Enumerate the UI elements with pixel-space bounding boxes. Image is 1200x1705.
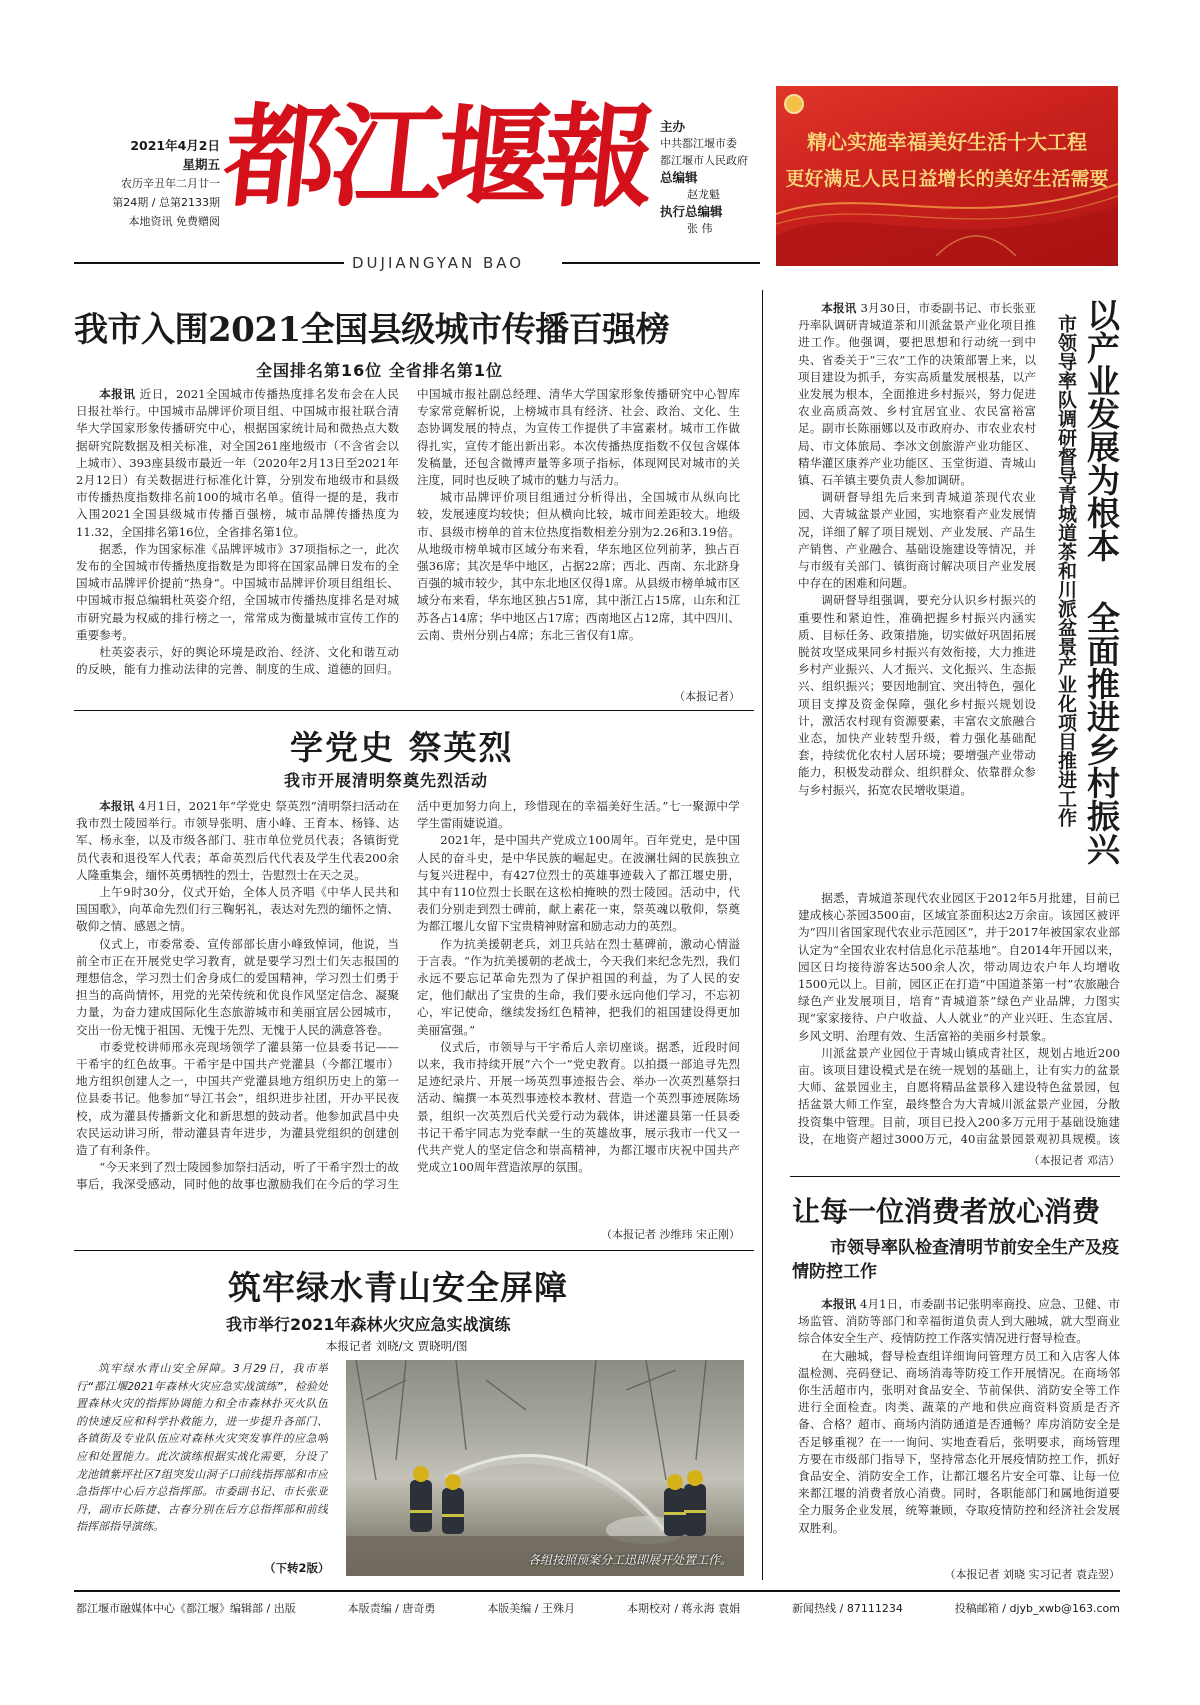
issue-number: 第24期 / 总第2133期 [112, 196, 220, 209]
article4-para: 川派盆景产业园位于青城山镇成青社区，规划占地近200亩。该项目建设模式是在统一规划的基础上，让有实力的盆景大师、盆景园业主，自愿将精品盆景移入建设特色盆景园，包括盆景大师工作室，最终整合为大青城川派盆景产业园，分散投资集中管理。目前，项目已投入200多万元用于基础设施建设，在地资产超过3000万元，40亩盆景园景观初具规模。该 [798, 1045, 1120, 1146]
article1-lead: 本报讯 [99, 387, 136, 401]
fire-drill-scene [346, 1360, 744, 1576]
article2-para: 本报讯 4月1日，2021年“学党史 祭英烈”清明祭扫活动在我市烈士陵园举行。市领导张明、唐小峰、王育本、杨锋、达军、杨永奎，以及市级各部门、驻市单位党员代表；各镇街党员代表和退役军人代表；革命英烈后代代表及学生代表200余人隆重集会，缅怀英勇牺牲的烈士，告慰烈士在天之灵。 [76, 799, 399, 882]
exec-editor-label: 执行总编辑 [660, 204, 723, 219]
article5-lead: 本报讯 [821, 1297, 857, 1311]
article2-lead: 本报讯 [99, 799, 135, 813]
host-label: 主办 [660, 119, 686, 134]
article2-subtitle: 我市开展清明祭奠先烈活动 [284, 771, 489, 790]
editor-name: 赵龙魁 [687, 188, 720, 201]
banner-slogan-1: 精心实施幸福美好生活十大工程 [807, 130, 1087, 154]
host-party: 中共都江堰市委 [660, 137, 737, 150]
newspaper-title: 都江堰報 [218, 92, 656, 223]
article2-para: 上午9时30分，仪式开始，全体人员齐唱《中华人民共和国国歌》，向革命先烈们行三鞠躬礼，表达对先烈的缅怀之情、敬仰之情、感恩之情。 [76, 885, 399, 934]
article3-body [76, 1360, 328, 1574]
article3-subtitle: 我市举行2021年森林火灾应急实战演练 [226, 1315, 511, 1334]
article5-byline: （本报记者 刘晓 实习记者 袁垚翌） [944, 1568, 1120, 1581]
article3-para: 筑牢绿水青山安全屏障。3月29日，我市举行“都江堰2021年森林火灾应急实战演练”，检验处置森林火灾的指挥协调能力和全市森林扑灭火队伍的快速反应和科学扑救能力，进一步提升各部门、各镇街及专业队伍应对森林火灾突发事件的应急响应和处置能力。此次演练根据实战化需要，分设了龙池镇紫坪社区7组突发山洞子口前线指挥部和市应急指挥中心后方总指挥部。市委副书记、市长张亚丹，副市长陈捷、古春分别在后方总指挥部和前线指挥部指导演练。 [76, 1362, 328, 1534]
divider [790, 1176, 1120, 1177]
footer-bar [76, 1600, 1120, 1616]
article4-title [1080, 298, 1120, 898]
article3-credit: 本报记者 刘晓/文 贾晓明/图 [326, 1339, 468, 1353]
party-emblem-icon [784, 94, 804, 114]
footer-rule [74, 1590, 1120, 1592]
article1-para: 城市品牌评价项目组通过分析得出，全国城市从纵向比较，发展速度均较快；但从横向比较，城市间差距较大。地级市、县级市榜单的首末位热度指数相差分别为2.26和3.19倍。从地级市榜单城市区域分布来看，华东地区位列前茅，独占百强36席；其次是华中地区，占据22席；西北、西南、东北跻身百强的城市较少，其中东北地区仅得1席。从县级市榜单城市区域分布来看，华东地区独占51席，其中浙江占15席，山东和江苏各占14席；华中地区占17席；西南地区占12席，其中四川、云南、贵州分别占4席；东北三省仅有1席。 [417, 490, 740, 642]
article2-para: 作为抗美援朝老兵，刘卫兵站在烈士墓碑前，激动心情溢于言表。“作为抗美援朝的老战士，今天我们来纪念先烈，我们永远不要忘记革命先烈为了保护祖国的利益，为了人民的安定，他们献出了宝贵的生命，我们要永远向他们学习，不忘初心，牢记使命，继续发扬红色精神，把我们的祖国建设得更加美丽富强。” [417, 936, 740, 1037]
article3-title: 筑牢绿水青山安全屏障 [228, 1268, 568, 1307]
article4-subtitle-text: 市领导率队调研督导青城道茶和川派盆景产业化项目推进工作 [1055, 314, 1077, 827]
article1-para: 据悉，作为国家标准《品牌评城市》37项指标之一，此次发布的全国城市传播热度指数是为即将在国家品牌日发布的全国城市品牌评价提前“热身”。中国城市品牌评价项目组组长、中国城市报总编辑杜英姿介绍，全国城市传播热度排名是对城市研究最为权威的排行榜之一，常常成为衡量城市宣传工作的重要参考。 [76, 541, 399, 642]
masthead-banner [776, 86, 1118, 266]
issue-date: 2021年4月2日 [130, 138, 220, 153]
article4-para: 据悉，青城道茶现代农业园区于2012年5月批建，目前已建成核心茶园3500亩，区域宜茶面积达2万余亩。该园区被评为“四川省国家现代农业示范园区”，并于2017年被国家农业部认定为“全国农业农村信息化示范基地”。自2014年开园以来，园区日均接待游客达500余人次，带动周边农户年人均增收1500元以上。目前，园区正在打造“中国道茶第一村”农旅融合绿色产业发展项目，培育“青城道茶”绿色产业品牌，力图实现“家家接待、户户收益、人人就业”的产业兴旺、生态宜居、乡风文明、治理有效、生活富裕的美丽乡村景象。 [798, 891, 1120, 1043]
exec-editor-name: 张 伟 [687, 222, 713, 235]
editor-label: 总编辑 [660, 170, 698, 185]
article1-body [76, 386, 740, 682]
newspaper-pinyin: DUJIANGYAN BAO [352, 254, 525, 272]
article1-title: 我市入围2021全国县级城市传播百强榜 [74, 310, 670, 350]
article1-byline: （本报记者） [674, 690, 740, 703]
masthead-info [660, 118, 760, 237]
article2-body [76, 798, 740, 1226]
footer-publisher: 都江堰市融媒体中心《都江堰》编辑部 / 出版 [76, 1602, 296, 1615]
article5-title: 让每一位消费者放心消费 [792, 1195, 1101, 1228]
footer-email[interactable]: 投稿邮箱 / djyb_xwb@163.com [954, 1602, 1120, 1615]
article4-byline: （本报记者 邓洁） [1028, 1154, 1120, 1167]
article1-subtitle: 全国排名第16位 全省排名第1位 [256, 361, 503, 380]
fire-drill-photo [346, 1360, 744, 1576]
free-notice: 本地资讯 免费赠阅 [128, 215, 220, 228]
article4-title-text: 以产业发展为根本 全面推进乡村振兴 [1082, 298, 1121, 865]
article5-para: 在大融城，督导检查组详细询问管理方员工和入店客人体温检测、亮码登记、商场消毒等防疫工作开展情况。在商场邻你生活超市内，张明对食品安全、节前保供、消防安全等工作进行全面检查。肉类、蔬菜的产地和供应商资料资质是否齐备、合格？超市、商场内消防通道是否通畅？库房消防安全是否足够重视？在一一询问、实地查看后，张明要求，商场管理方要在市级部门指导下，坚持常态化开展疫情防控工作，抓好食品安全、消防安全工作，让都江堰名片安全可靠、让每一位来都江堰的消费者放心消费。同时，各职能部门和属地街道要全力服务企业发展，统筹兼顾，夺取疫情防控和经济社会发展双胜利。 [798, 1348, 1120, 1535]
masthead-rule-left [74, 262, 344, 264]
article1-para: 本报讯 近日，2021全国城市传播热度排名发布会在人民日报社举行。中国城市品牌评价项目组、中国城市报社联合清华大学国家形象传播研究中心，根据国家统计局和微热点大数据研究院数据及相关标准，对全国261座地级市（不含省会以上城市）、393座县级市最近一年（2020年2月13日至2021年2月12日）有关数据进行标准化计算，分别发布地级市和县级市传播热度指数排名前100的城市名单。值得一提的是，我市入围2021全国县级城市传播百强榜，城市品牌传播热度为11.32，全国排名第16位，全省排名第1位。 [76, 387, 399, 539]
article4-para: 调研督导组强调，要充分认识乡村振兴的重要性和紧迫性，准确把握乡村振兴内涵实质、目标任务、政策措施，切实做好巩固拓展脱贫攻坚成果同乡村振兴有效衔接，大力推进乡村产业振兴、人才振兴、文化振兴、生态振兴、组织振兴；要因地制宜、突出特色，强化项目支撑及资金保障，强化乡村振兴规划设计，激活农村现有资源要素，丰富农文旅融合业态，加快产业转型升级，着力强化基础配套，持续优化农村人居环境；要增强产业带动能力，积极发动群众、组织群众、依靠群众参与乡村振兴，拓宽农民增收渠道。 [798, 593, 1036, 797]
divider [74, 1250, 754, 1251]
banner-slogan-2: 更好满足人民日益增长的美好生活需要 [785, 168, 1109, 190]
article2-byline: （本报记者 沙维玮 宋正刚） [601, 1228, 740, 1241]
article2-para: 市委党校讲师邢永亮现场领学了灌县第一位县委书记——干希宇的红色故事。干希宇是中国共产党灌县（今都江堰市）地方组织创建人之一，中国共产党灌县地方组织历史上的第一位县委书记。他参加“导江书会”，组织进步社团，开办平民夜校，成为灌县传播新文化和新思想的鼓动者。他参加武昌中央农民运动讲习所，带动灌县青年进步，为灌县党组织的创建创造了有利条件。 [76, 1039, 399, 1158]
masthead-dateblock [108, 136, 220, 231]
article5-para: 本报讯 4月1日，市委副书记张明率商投、应急、卫健、市场监管、消防等部门和幸福街道负责人到大融城，就大型商业综合体安全生产、疫情防控工作落实情况进行督导检查。 [798, 1297, 1120, 1346]
host-government: 都江堰市人民政府 [660, 154, 748, 167]
footer-designer: 本版美编 / 王殊月 [487, 1602, 576, 1615]
photo-caption: 各组按照预案分工迅即展开处置工作。 [527, 1553, 732, 1567]
article2-para: 仪式后，市领导与干宇希后人亲切座谈。据悉，近段时间以来，我市持续开展“六个一”党史教育。以拍摄一部追寻先烈足迹纪录片、开展一场英烈事迹报告会、举办一次英烈墓祭扫活动、编撰一本英烈事迹校本教材、营造一个英烈事迹展陈场景，组织一次英烈后代关爱行动为载体，讲述灌县第一任县委书记干希宇同志为党奉献一生的英雄故事，展示我市一代又一代共产党人的坚定信念和崇高精神，为都江堰市庆祝中国共产党成立100周年营造浓厚的氛围。 [417, 1039, 740, 1175]
article1-para: 杜英姿表示，好的舆论环境是政治、经济、文化和谐互动的反映，能有力推动法律的完善、制度的生成、道德的回归。中国城市报社副总经理、清华大学国家形象传播研究中心智库专家常竞解析说，上榜城市具有经济、社会、政治、文化、生态协调发展的特点，为宣传工作提供了丰富素材。城市工作做得扎实，宣传才能出新出彩。本次传播热度指数不仅包含媒体发稿量，还包含微博声量等多项子指标，体现网民对城市的关注度，同时也反映了城市的魅力与活力。 [76, 387, 740, 677]
article4-para: 调研督导组先后来到青城道茶现代农业园、大青城盆景产业园，实地察看产业发展情况，详细了解了项目规划、产业发展、产品生产销售、产业融合、基础设施建设等情况，并与市级有关部门、镇街商讨解决项目产业发展中存在的困难和问题。 [798, 490, 1036, 591]
article4-para: 本报讯 3月30日，市委副书记、市长张亚丹率队调研青城道茶和川派盆景产业化项目推进工作。他强调，要把思想和行动统一到中央、省委关于“三农”工作的决策部署上来，以项目建设为抓手，夯实高质量发展根基，以产业发展为根本，全面推进乡村振兴，努力促进农业高质高效、乡村宜居宜业、农民富裕富足。副市长陈丽娜以及市政府办、市农业农村局、市文体旅局、李冰文创旅游产业功能区、精华灌区康养产业功能区、玉堂街道、青城山镇、石羊镇主要负责人参加调研。 [798, 301, 1036, 488]
footer-proofreader: 本期校对 / 蒋永海 袁娟 [626, 1602, 741, 1615]
article2-para: “今天来到了烈士陵园参加祭扫活动，听了干希宇烈士的故事后，我深受感动，同时他的故事也激励我们在今后的学习生活中更加努力向上，珍惜现在的幸福美好生活。”七一聚源中学学生雷雨婕说道。 [76, 799, 740, 1192]
article4-body-top [798, 300, 1036, 886]
weekday: 星期五 [182, 157, 220, 172]
article4-lead: 本报讯 [821, 301, 857, 315]
lunar-date: 农历辛丑年二月廿一 [121, 177, 220, 190]
article4-body-bottom [798, 890, 1120, 1150]
column-divider [762, 290, 763, 1580]
article2-para: 2021年，是中国共产党成立100周年。百年党史，是中国人民的奋斗史，是中华民族的崛起史。在波澜壮阔的民族独立与复兴进程中，有427位烈士的英雄事迹载入了都江堰史册，其中有110位烈士长眠在这松柏掩映的烈士陵园。活动中，代表们分别走到烈士碑前，献上素花一束，祭英魂以敬仰，祭奠为都江堰儿女留下宝贵精神财富和励志动力的英烈。 [417, 833, 740, 934]
article5-subtitle: 市领导率队检查清明节前安全生产及疫情防控工作 [792, 1238, 1119, 1282]
footer-hotline: 新闻热线 / 87111234 [792, 1602, 903, 1615]
divider [74, 710, 754, 711]
masthead-rule-right [562, 262, 760, 264]
article5-body [798, 1296, 1120, 1566]
article2-title: 学党史 祭英烈 [290, 728, 514, 767]
footer-editor: 本版责编 / 唐奇勇 [347, 1602, 436, 1615]
article2-para: 仪式上，市委常委、宣传部部长唐小峰致悼词，他说，当前全市正在开展党史学习教育，就是要学习烈士们矢志报国的理想信念，学习烈士们舍身成仁的爱国精神，学习烈士们勇于担当的高尚情怀，用党的光荣传统和优良作风坚定信念、凝聚力量，为奋力建成国际化生态旅游城市和美丽宜居公园城市，交出一份无愧于祖国、无愧于先烈、无愧于人民的满意答卷。 [76, 936, 399, 1037]
article3-jump[interactable]: （下转2版） [260, 1560, 330, 1576]
article4-subtitle [1050, 314, 1078, 904]
